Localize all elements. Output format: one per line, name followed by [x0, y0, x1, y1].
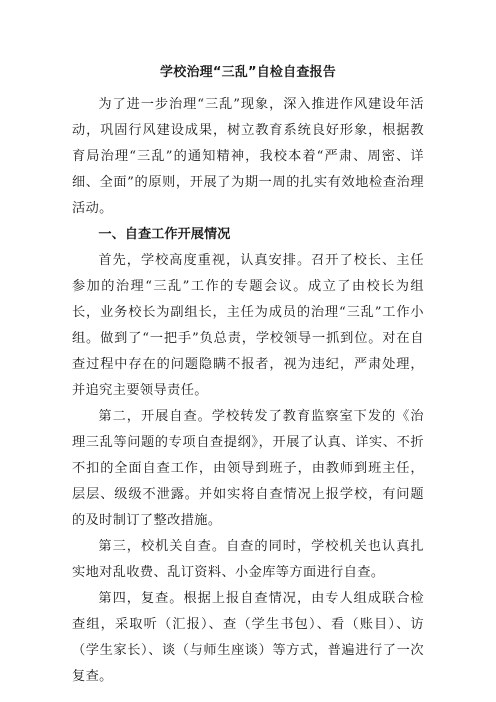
section-heading: 一、自查工作开展情况 — [98, 227, 231, 242]
document-title: 学校治理“三乱”自检自查报告 — [160, 65, 336, 80]
paragraph-second: 第二，开展自查。学校转发了教育监察室下发的《治理三乱等问题的专项自查提纲》，开展了认真、详实、不折不扣的全面自查工作，由领导到班子，由教师到班主任，层层、级级不泄露。并如实将自查情况上报学校，有问题的及时制订了整改措施。 — [72, 409, 424, 528]
paragraph-third: 第三，校机关自查。自查的同时，学校机关也认真扎实地对乱收费、乱订资料、小金库等方面进行自查。 — [72, 539, 424, 580]
intro-paragraph: 为了进一步治理“三乱”现象，深入推进作风建设年活动，巩固行风建设成果，树立教育系统良好形象，根据教育局治理“三乱”的通知精神，我校本着“严肃、周密、详细、全面”的原则，开展了为期一周的扎实有效地检查治理活动。 — [72, 97, 424, 216]
document-body — [72, 92, 424, 690]
paragraph-first: 首先，学校高度重视，认真安排。召开了校长、主任参加的治理“三乱”工作的专题会议。成立了由校长为组长，业务校长为副组长，主任为成员的治理“三乱”工作小组。做到了“一把手”负总责，学校领导一抓到位。对在自查过程中存在的问题隐瞒不报者，视为违纪，严肃处理，并追究主要领导责任。 — [72, 253, 424, 398]
paragraph-fourth: 第四，复查。根据上报自查情况，由专人组成联合检查组，采取听（汇报）、查（学生书包）、看（账目）、访（学生家长）、谈（与师生座谈）等方式，普遍进行了一次复查。 — [72, 591, 424, 684]
